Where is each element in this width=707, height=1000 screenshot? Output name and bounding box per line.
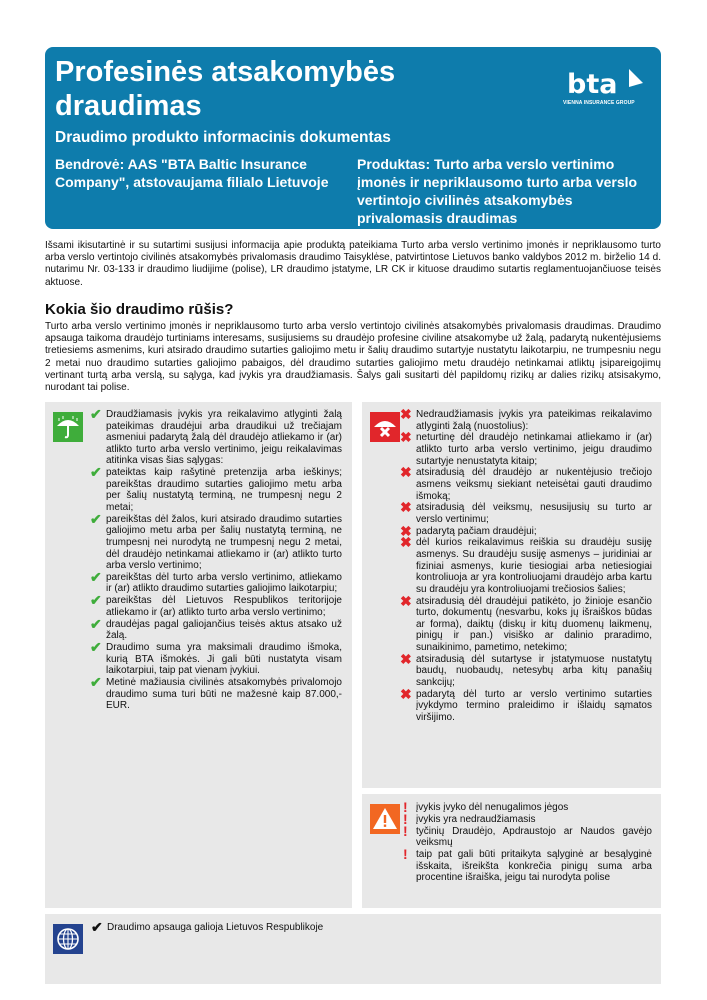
cross-icon: ✖	[400, 429, 412, 446]
cross-icon: ✖	[400, 499, 412, 516]
cross-icon: ✖	[400, 522, 412, 539]
limitations-list	[400, 799, 652, 884]
list-item: ✖ atsiradusią dėl draudėjui patikėto, jo žinioje esančio turto, dokumentų (nesvarbu, koks jų išraiškos būdas ar forma), daiktų (diskų ir kitų duomenų laikmenų, pinigų ir pan.) visiško ar dalinio praradimo, sunaikinimo, pametimo, netekimo;	[400, 592, 652, 653]
check-icon: ✔	[91, 919, 103, 935]
list-item: ✖ Nedraudžiamasis įvykis yra pateikimas reikalavimo atlyginti žalą (nuostolius):	[400, 406, 652, 432]
document-subtitle: Draudimo produkto informacinis dokumentas	[55, 129, 391, 146]
check-icon: ✔	[90, 464, 102, 481]
bta-logo	[563, 61, 653, 117]
cross-icon: ✖	[400, 406, 412, 422]
geography-box	[45, 914, 661, 984]
check-icon: ✔	[90, 592, 102, 609]
list-item: ! įvykis įvyko dėl nenugalimos jėgos	[403, 799, 569, 815]
exclamation-icon: !	[403, 810, 408, 827]
section-heading: Kokia šio draudimo rūšis?	[45, 301, 234, 318]
logo-sail-icon	[629, 69, 643, 87]
section-text: Turto arba verslo vertinimo įmonės ir nepriklausomo turto arba verslo vertintojo civilinės atsakomybės privalomasis draudimas. Draudimo apsauga taikoma draudėjo turtiniams interesams, susijusiems su draudėjo profesine civiline atsakomybe už žalą, padarytą nukentėjusiems tretiesiems asmenims, kuri atsirado draudimo sutarties galiojimo metu ir šalių draudimo sutartyje nustatytu laikotarpiu, ne trumpesniu negu 2 metai nuo draudimo sutarties galiojimo pabaigos, dėl draudimo sutarties galiojimo metu draudėjo netinkamai atliktų įsipareigojimų vertinant turtą arba verslą, su sąlyga, kad įvykis yra draudžiamasis. Šalys gali susitarti dėl papildomų rizikų ar dalies rizikų atsisakymo, nurodant tai polise.	[45, 321, 661, 394]
cross-icon: ✖	[400, 650, 412, 667]
list-item: ✔ Draudimo suma yra maksimali draudimo išmoka, kurią BTA išmokės. Ji gali būti nustatyta visam laikotarpiui, taip pat vienam įvykiui.	[90, 639, 342, 677]
list-item: ✔ pareikštas dėl Lietuvos Respublikos teritorijoje atliekamo ir (ar) atlikto turto arba verslo vertinimo;	[90, 592, 342, 618]
check-icon: ✔	[90, 568, 102, 585]
limitations-box	[362, 794, 661, 908]
not-covered-box	[362, 402, 661, 788]
list-item: ✔ Draudimo apsauga galioja Lietuvos Respublikoje	[91, 919, 324, 935]
covered-box	[45, 402, 352, 908]
list-item: ✔ pareikštas dėl žalos, kuri atsirado draudimo sutarties galiojimo metu arba per šalių nustatytą terminą, ne trumpesnį nei nurodytą ne trumpesnį negu 2 metai, dėl draudėjo netinkamai atliekamo ir (ar) atlikto turto arba verslo vertinimo;	[90, 510, 342, 572]
list-item: ✔ pareikštas dėl turto arba verslo vertinimo, atliekamo ir (ar) atlikto draudimo sutarties galiojimo laikotarpiu;	[90, 568, 342, 595]
warning-icon	[370, 804, 400, 834]
list-item: ! įvykis yra nedraudžiamasis	[403, 810, 536, 827]
list-item: ✖ atsiradusią dėl sutartyse ir įstatymuose nustatytų baudų, nuobaudų, netesybų arba kitų panašių sankcijų;	[400, 650, 652, 688]
list-item: ✔ Draudžiamasis įvykis yra reikalavimo atlyginti žalą pateikimas draudėjui arba draudikui už trečiajam asmeniui padarytą žalą dėl draudėjo atliekamo ir (ar) atlikto turto arba verslo vertinimo, jeigu reikalavimas atitinka visas šias sąlygas:	[90, 406, 342, 467]
cross-icon: ✖	[400, 464, 412, 481]
list-item: ✖ atsiradusią dėl draudėjo ar nukentėjusio trečiojo asmens veiksmų siekiant neteisėtai gauti draudimo išmoką;	[400, 464, 652, 502]
umbrella-icon	[53, 412, 83, 442]
exclamation-icon: !	[403, 799, 408, 815]
red-x-umbrella-icon	[370, 412, 400, 442]
cross-icon: ✖	[400, 592, 412, 609]
check-icon: ✔	[90, 510, 102, 527]
list-item: ✖ atsiradusią dėl veiksmų, nesusijusių su turto ar verslo vertinimu;	[400, 499, 652, 525]
list-item: ✖ padarytą dėl turto ar verslo vertinimo sutarties įvykdymo termino praleidimo ir išlaidų sąmatos viršijimo.	[400, 685, 652, 723]
list-item: ! tyčinių Draudėjo, Apdraustojo ar Naudos gavėjo veiksmų	[403, 822, 652, 849]
list-item: ✖ neturtinę dėl draudėjo netinkamai atliekamo ir (ar) atlikto turto arba verslo vertinimo, jeigu draudimo sutartyje nenustatyta kitaip;	[400, 429, 652, 467]
check-icon: ✔	[90, 673, 102, 690]
cross-icon: ✖	[400, 685, 412, 702]
covered-list	[90, 406, 342, 712]
intro-paragraph: Išsami ikisutartinė ir su sutartimi susijusi informacija apie produktą pateikiama Turto arba verslo vertinimo įmonės ir nepriklausomo turto arba verslo vertintojo civilinės atsakomybės privalomasis draudimo Taisyklėse, patvirtintose Lietuvos banko valdybos 2012 m. birželio 14 d. nutarimu Nr. 03-133 ir draudimo liudijime (polise), LR draudimo įstatyme, LR CK ir kituose draudimo sutartis reglamentuojančiuose teisės aktuose.	[45, 240, 661, 288]
exclamation-icon: !	[403, 845, 408, 862]
globe-icon	[53, 924, 83, 954]
check-icon: ✔	[90, 639, 102, 655]
list-item: ✖ padarytą pačiam draudėjui;	[400, 522, 537, 539]
list-item: ✔ draudėjas pagal galiojančius teisės aktus atsako už žalą.	[90, 615, 342, 642]
check-icon: ✔	[90, 406, 102, 422]
list-item: ✔ Metinė mažiausia civilinės atsakomybės privalomojo draudimo suma turi būti ne mažesnė kaip 87.000,- EUR.	[90, 673, 342, 712]
cross-icon: ✖	[400, 534, 412, 551]
product-name: Produktas: Turto arba verslo vertinimo įmonės ir nepriklausomo turto arba verslo vertintojo civilinės atsakomybės privalomasis draudimas	[357, 156, 638, 226]
logo-tagline: VIENNA INSURANCE GROUP	[563, 100, 635, 106]
check-icon: ✔	[90, 615, 102, 632]
list-item: ✔ pateiktas kaip rašytinė pretenzija arba ieškinys; pareikštas draudimo sutarties galiojimo metu arba per šalių nustatytą terminą, ne trumpesnį negu 2 metai;	[90, 464, 342, 513]
document-title: Profesinės atsakomybės draudimas	[55, 56, 396, 122]
geography-list	[91, 919, 651, 935]
not-covered-list	[400, 406, 652, 724]
list-item: ✖ dėl kurios reikalavimus reiškia su draudėju susiję asmenys. Su draudėju susiję asmenys – juridiniai ar fiziniai asmenys, kurie tiesiogiai arba netiesiogiai kontroliuoja ar yra kontroliuojami draudėjo arba kartu su draudėju yra kontroliuojami trečiosios šalies;	[400, 534, 652, 595]
logo-text: bta	[567, 69, 618, 100]
exclamation-icon: !	[403, 822, 408, 839]
list-item: ! taip pat gali būti pritaikyta sąlyginė ar besąlyginė išskaita, išreikšta konkrečia pinigų suma arba procentine išraiška, jeigu tai nurodyta polise	[403, 845, 652, 884]
document-header	[45, 47, 661, 229]
company-name: Bendrovė: AAS "BTA Baltic Insurance Company", atstovaujama filialo Lietuvoje	[55, 156, 329, 190]
